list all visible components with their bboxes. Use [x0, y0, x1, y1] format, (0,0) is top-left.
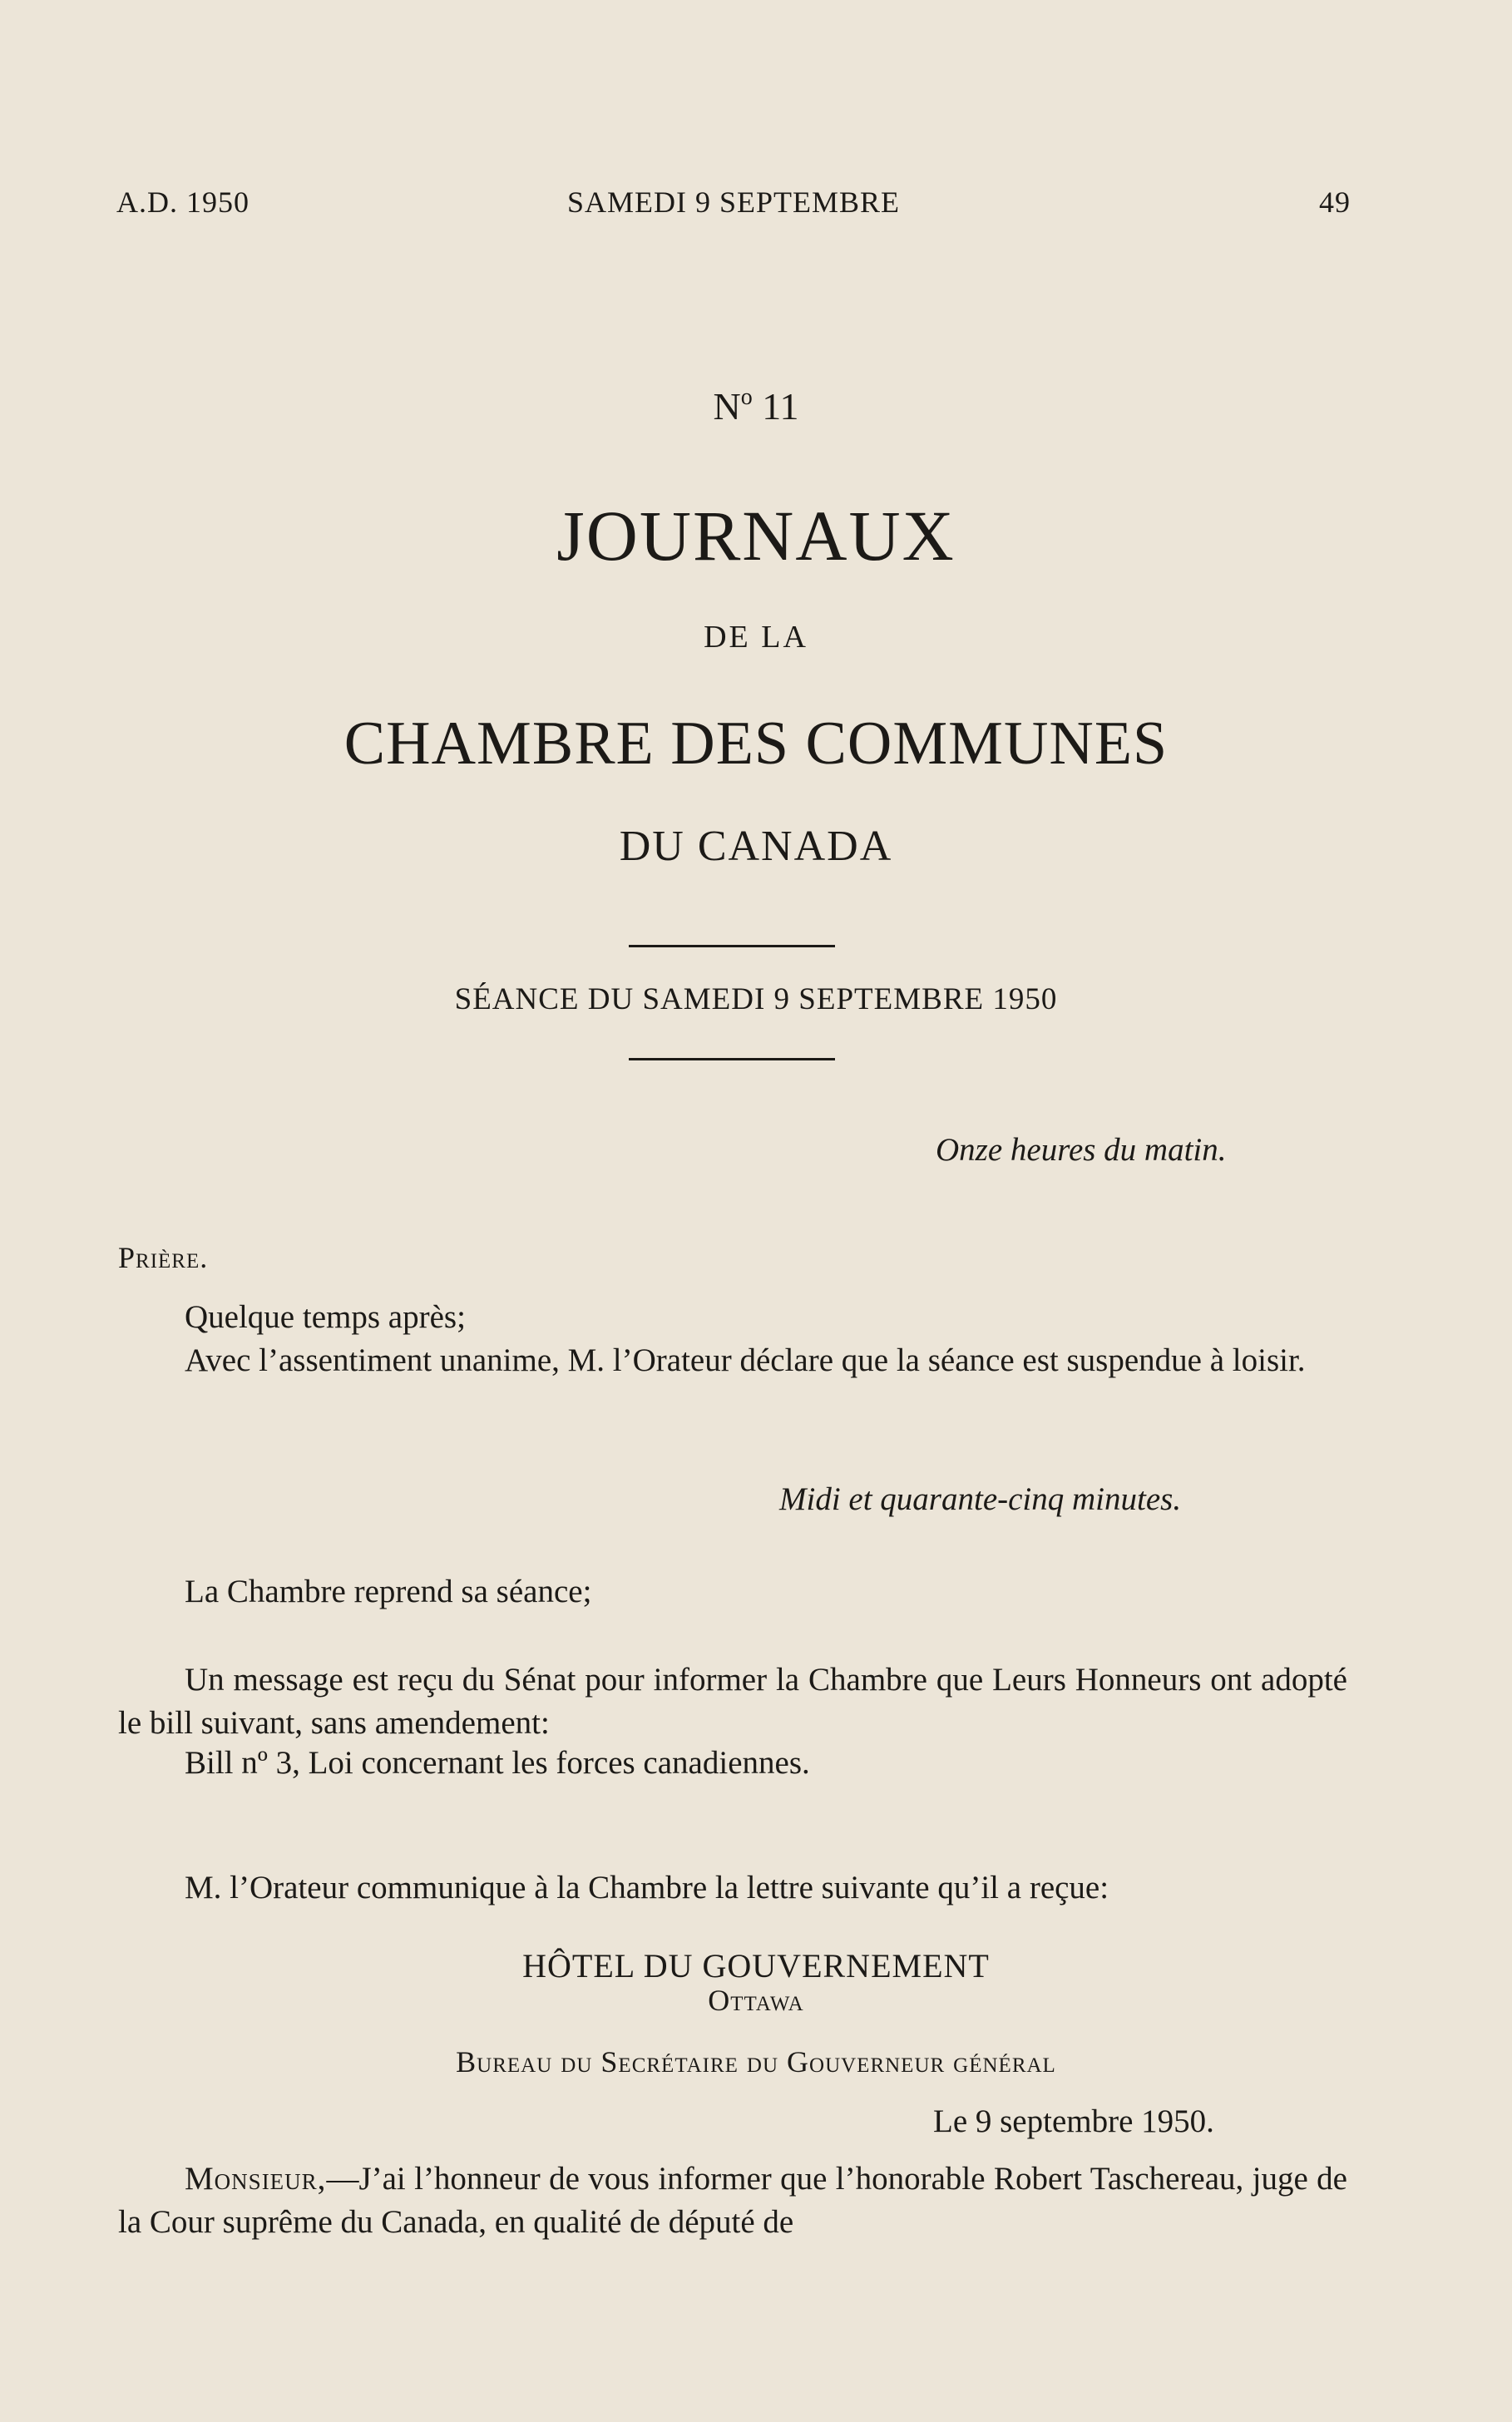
page-number: 49	[1319, 185, 1351, 219]
letter-bureau: Bureau du Secrétaire du Gouverneur général	[456, 2045, 1056, 2078]
paragraph-message: Un message est reçu du Sénat pour informer la Chambre que Leurs Honneurs ont adopté le bill suivant, sans amendement:	[118, 1662, 1347, 1741]
title-chambre: CHAMBRE DES COMMUNES	[343, 709, 1169, 778]
issue-value: 11	[752, 385, 799, 428]
paragraph-bill: Bill nº 3, Loi concernant les forces canadiennes.	[185, 1745, 810, 1781]
title-journaux: JOURNAUX	[556, 496, 956, 576]
running-head	[116, 185, 1351, 226]
divider-top	[629, 945, 835, 947]
time-noon: Midi et quarante-cinq minutes.	[779, 1481, 1182, 1517]
running-head-year: A.D. 1950	[116, 185, 250, 219]
letter-text: —J’ai l’honneur de vous informer que l’honorable Robert Taschereau, juge de la Cour suprême du Canada, en qualité de député de	[118, 2161, 1347, 2240]
running-head-date: SAMEDI 9 SEPTEMBRE	[566, 185, 901, 219]
letter-salutation: Monsieur,	[185, 2161, 327, 2197]
paragraph-reprend: La Chambre reprend sa séance;	[185, 1574, 592, 1609]
priere-heading: Prière.	[118, 1241, 209, 1274]
letter-hotel: HÔTEL DU GOUVERNEMENT	[522, 1947, 990, 1985]
time-morning: Onze heures du matin.	[936, 1132, 1227, 1168]
issue-prefix: N	[713, 385, 741, 428]
divider-bottom	[629, 1058, 835, 1060]
seance-heading: SÉANCE DU SAMEDI 9 SEPTEMBRE 1950	[454, 982, 1058, 1016]
issue-superscript: o	[740, 383, 753, 410]
paragraph-orateur: M. l’Orateur communique à la Chambre la lettre suivante qu’il a reçue:	[185, 1870, 1109, 1905]
paragraph-quelque: Quelque temps après;	[185, 1299, 466, 1335]
letter-body	[118, 2158, 1347, 2244]
issue-number	[0, 384, 1512, 428]
title-du-canada: DU CANADA	[619, 823, 893, 870]
paragraph-suspension: Avec l’assentiment unanime, M. l’Orateur déclare que la séance est suspendue à loisir.	[185, 1342, 1306, 1378]
letter-date: Le 9 septembre 1950.	[933, 2103, 1214, 2139]
letter-ottawa: Ottawa	[708, 1984, 804, 2017]
title-de-la: DE LA	[704, 620, 808, 655]
